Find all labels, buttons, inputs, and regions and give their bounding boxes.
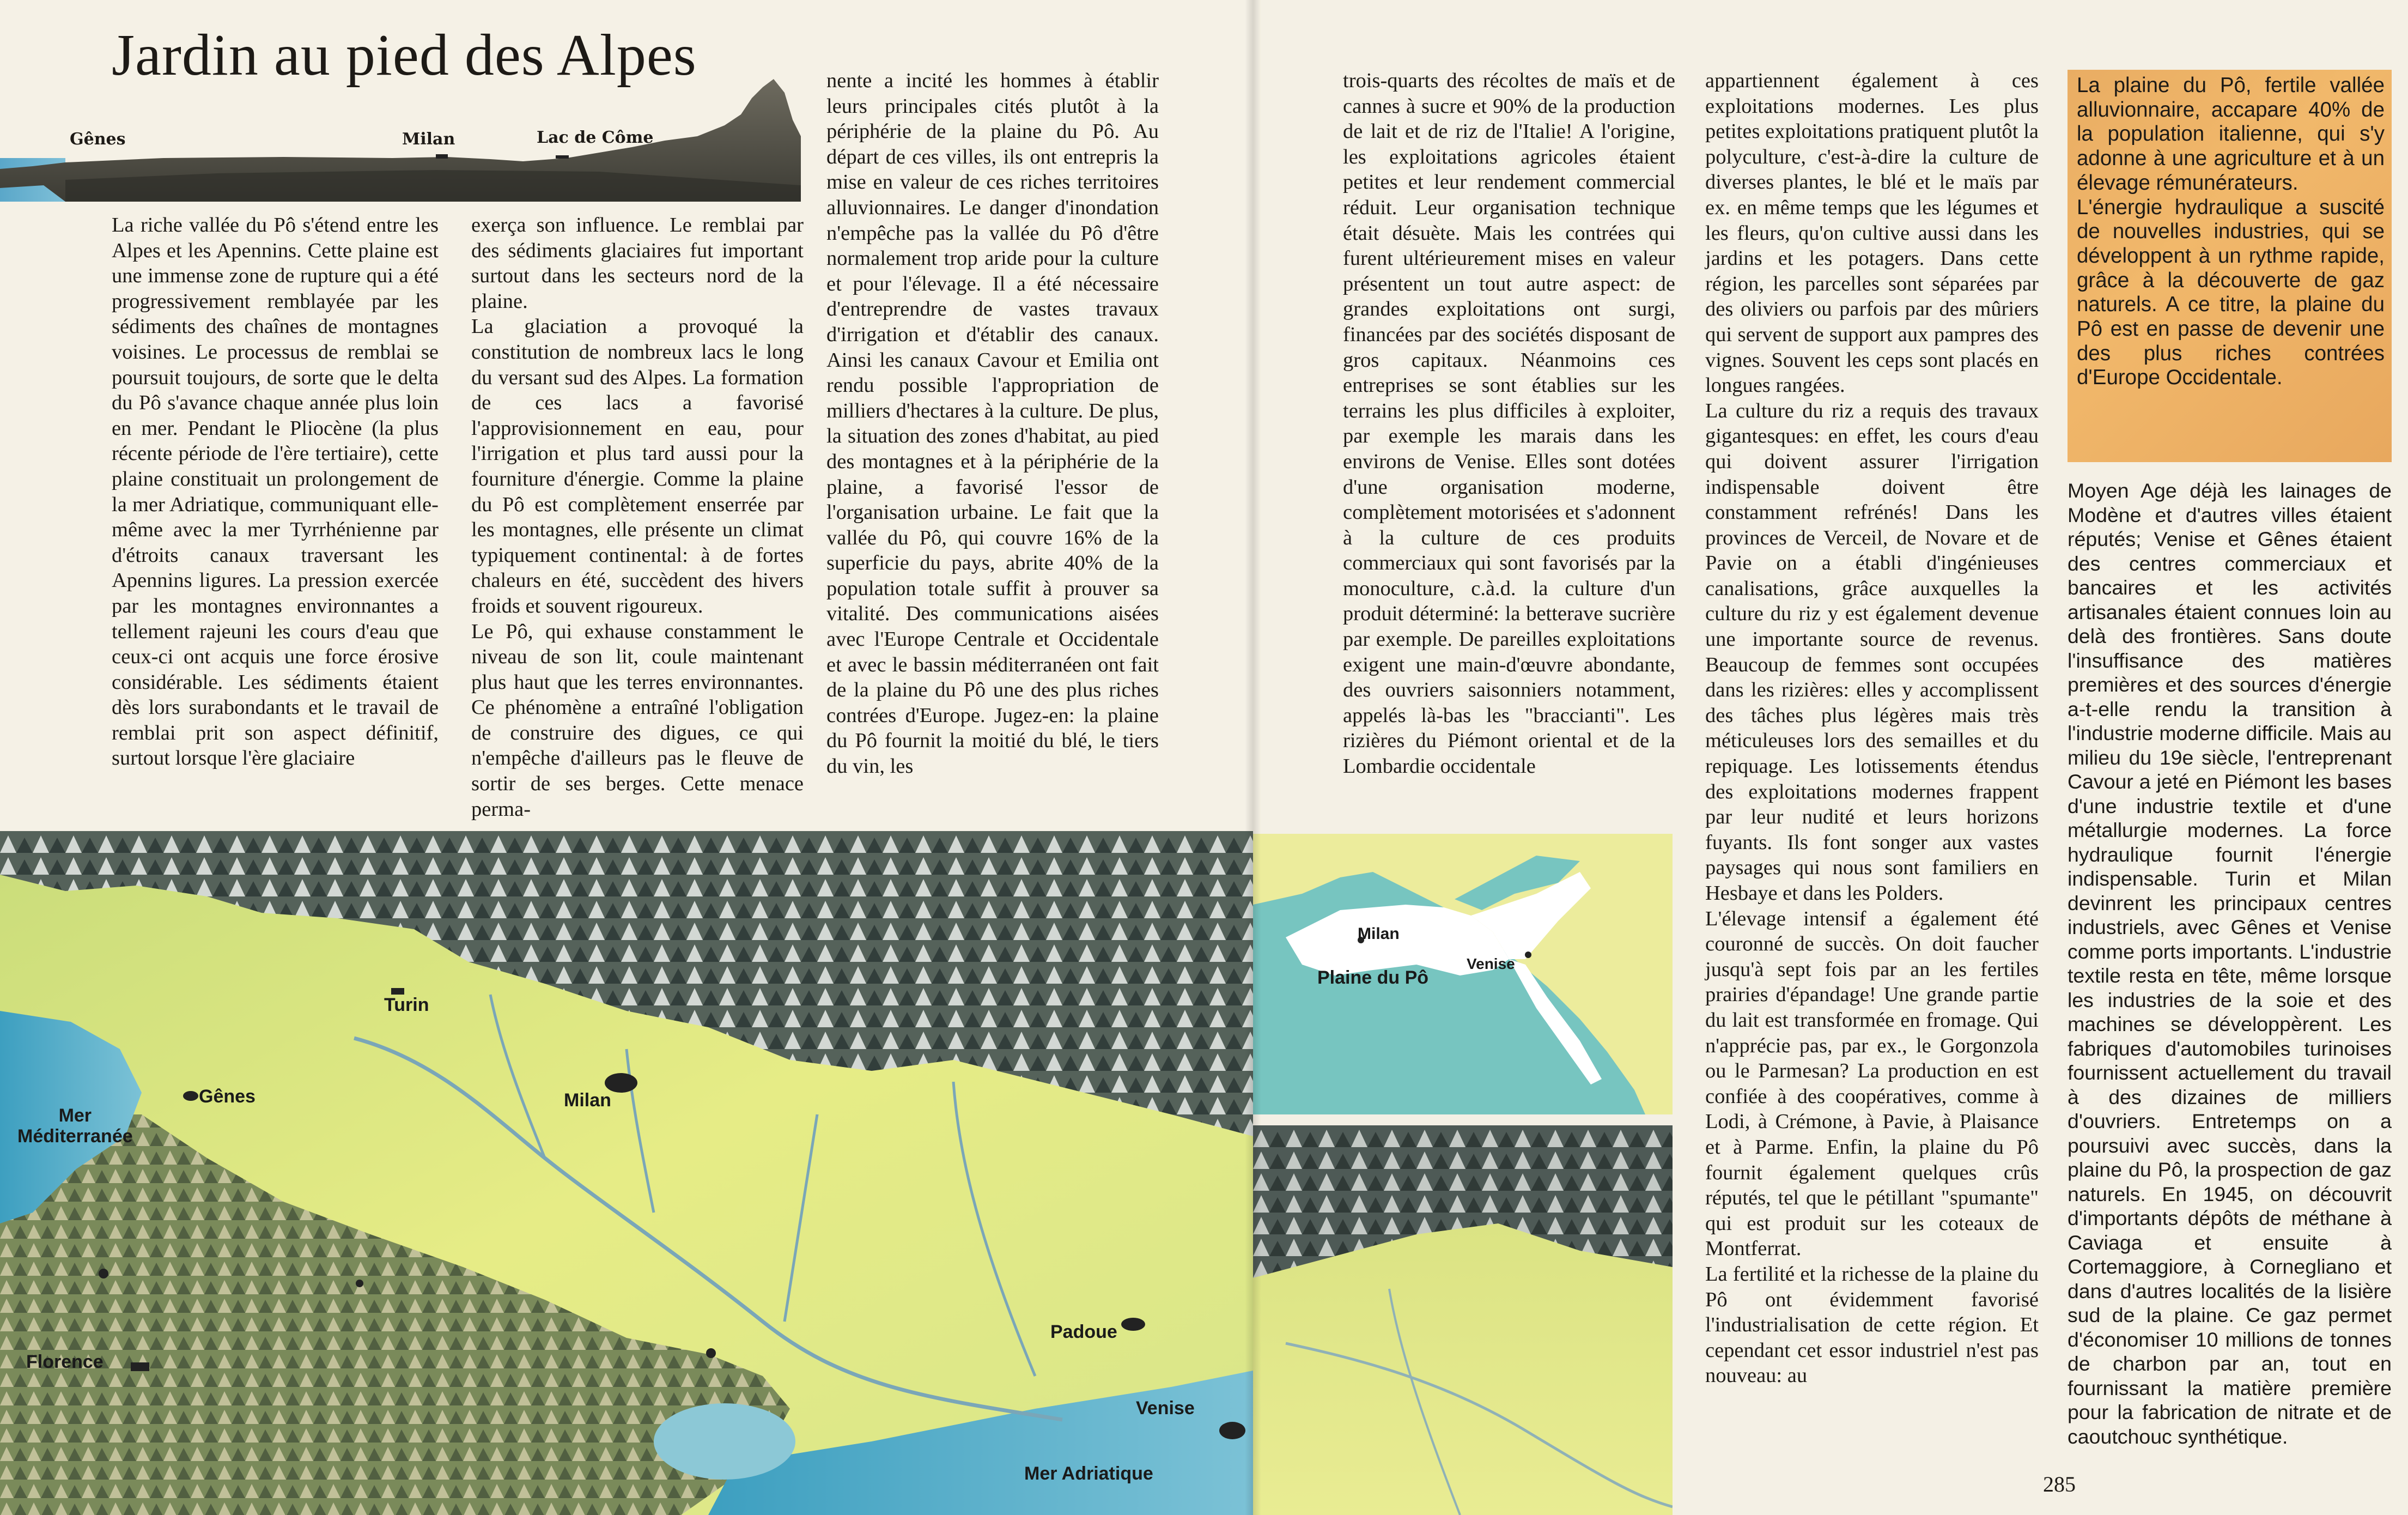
map-label-genes: Gênes [199, 1086, 256, 1107]
map-label-milan: Milan [564, 1090, 611, 1111]
summary-paragraph: L'énergie hydraulique a suscité de nouvelles industries, qui se développent à un rythme rapide, grâce à la découverte de gaz naturels. A ce titre, la plaine du Pô est en passe de devenir une des plus riches contrées d'Europe Occidentale. [2077, 195, 2385, 390]
profile-label-como: Lac de Côme [537, 128, 654, 147]
paragraph: L'élevage intensif a également été couronné de succès. On doit faucher jusqu'à sept fois par an les fertiles prairies d'épandage! Une grande partie du lait est transformée en fromage. Qui n'apprécie pas, par ex., le Gorgonzola ou le Parmesan? La production en est confiée à des coopératives, comme à Lodi, à Crémone, à Pavie, à Plaisance et à Parme. Enfin, la plaine du Pô fournit également quelques crûs réputés, tel que le pétillant "spumante" qui est produit sur les coteaux de Montferrat. [1705, 907, 2039, 1261]
summary-paragraph: La plaine du Pô, fertile vallée alluvionnaire, accapare 40% de la population italienne, qui s'y adonne à une agriculture et à un élevage rémunérateurs. [2077, 74, 2385, 195]
profile-label-milan: Milan [402, 130, 455, 149]
paragraph: exerça son influence. Le remblai par des sédiments glaciaires fut important surtout dans les secteurs nord de la plaine. [471, 214, 804, 313]
page-title: Jardin au pied des Alpes [112, 23, 697, 88]
paragraph: Le Pô, qui exhause constamment le niveau de son lit, coule maintenant plus haut que les terres environnantes. Ce phénomène a entraîné l'obligation de construire des digues, ce qui n'empêche d'ailleurs pas le fleuve de sortir de ses berges. Cette menace perma- [471, 620, 804, 821]
paragraph: La glaciation a provoqué la constitution de nombreux lacs le long du versant sud des Alpes. La formation de ces lacs a favorisé l'approvisionnement en eau, pour l'irrigation et plus tard aussi pour la fourniture d'énergie. Comme la plaine du Pô est complètement enserrée par les montagnes, elle présente un climat typiquement continental: à de fortes chaleurs en été, succèdent des hivers froids et souvent rigoureux. [471, 315, 804, 617]
paragraph: trois-quarts des récoltes de maïs et de cannes à sucre et 90% de la production de lait et de riz de l'Italie! A l'origine, les exploitations agricoles étaient petites et leur rendement commercial réduit. Leur organisation technique était désuète. Mais les contrées qui furent ultérieurement mises en valeur présentent un tout autre aspect: de grandes exploitations ont surgi, financées par des sociétés disposant de gros capitaux. Néanmoins ces entreprises se sont établies sur les terrains les plus difficiles à exploiter, par exemple les marais dans les environs de Venise. Elles sont dotées d'une organisation moderne, complètement motorisées et s'adonnent à la culture de ces produits commerciaux qui sont favorisés par la monoculture, c.à.d. la culture d'un produit déterminé: la betterave sucrière par exemple. De pareilles exploitations exigent une main-d'œuvre abondante, des ouvriers saisonniers notamment, appelés là-bas les "braccianti". Les rizières du Piémont oriental et de la Lombardie occidentale [1343, 69, 1675, 778]
map-label-padoue: Padoue [1050, 1322, 1117, 1342]
map-label-venise: Venise [1136, 1398, 1195, 1419]
profile-label-genes: Gênes [70, 130, 126, 149]
page-number: 285 [2043, 1472, 2076, 1496]
text-column-3 [826, 68, 1159, 779]
text-column-4 [1343, 68, 1675, 779]
book-gutter [1245, 0, 1261, 1515]
po-valley-map [0, 831, 1253, 1515]
inset-map [1253, 834, 1673, 1114]
map-label-mer-adriatique: Mer Adriatique [1024, 1463, 1153, 1484]
summary-box-text [2077, 74, 2385, 390]
text-column-1 [112, 213, 439, 771]
map-label-turin: Turin [384, 995, 429, 1015]
paragraph: La riche vallée du Pô s'étend entre les Alpes et les Apennins. Cette plaine est une immense zone de rupture qui a été progressivement remblayée par les sédiments des chaînes de montagnes voisines. Le processus de remblai se poursuit toujours, de sorte que le delta du Pô s'avance chaque année plus loin en mer. Pendant le Pliocène (la plus récente période de l'ère tertiaire), cette plaine constituait un prolongement de la mer Adriatique, communiquant elle-même avec la mer Tyrrhénienne par d'étroits canaux traversant les Apennins ligures. La pression exercée par les montagnes environnantes a tellement rajeuni les cours d'eau que ceux-ci ont acquis une force érosive considérable. Les sédiments étaient dès lors surabondants et le travail de remblai prit son aspect définitif, surtout lorsque l'ère glaciaire [112, 214, 439, 770]
landscape-illustration [1253, 1125, 1673, 1515]
inset-label-milan: Milan [1358, 925, 1400, 943]
text-column-5 [1705, 68, 2039, 1389]
paragraph: nente a incité les hommes à établir leurs principales cités plutôt à la périphérie de la plaine du Pô. Au départ de ces villes, ils ont entrepris la mise en valeur de ces riches territoires alluvionnaires. Le danger d'inondation n'empêche pas la vallée du Pô d'être normalement trop aride pour la culture et pour l'élevage. Il a été nécessaire d'entreprendre de vastes travaux d'irrigation et d'établir des canaux. Ainsi les canaux Cavour et Emilia ont rendu possible l'appropriation de milliers d'hectares à la culture. De plus, la situation des zones d'habitat, au pied des montagnes et à la périphérie de la plaine, a favorisé l'essor de l'organisation urbaine. Le fait que la vallée du Pô, qui couvre 16% de la superficie du pays, abrite 40% de la population totale suffit à prouver sa vitalité. Des communications aisées avec l'Europe Centrale et Occidentale et avec le bassin méditerranéen ont fait de la plaine du Pô une des plus riches contrées d'Europe. Jugez-en: la plaine du Pô fournit la moitié du blé, le tiers du vin, les [826, 69, 1159, 778]
paragraph: La fertilité et la richesse de la plaine du Pô ont évidemment favorisé l'industrialisation de cette région. Et cependant cet essor industriel n'est pas nouveau: au [1705, 1262, 2039, 1387]
text-column-2 [471, 213, 804, 822]
paragraph: Moyen Age déjà les lainages de Modène et d'autres villes étaient réputés; Venise et Gênes étaient des centres commerciaux et bancaires et les activités artisanales étaient connues loin au delà des frontières. Sans doute l'insuffisance des matières premières et des sources d'énergie a-t-elle rendu la transition à l'industrie moderne difficile. Mais au milieu du 19e siècle, l'entreprenant Cavour a jeté en Piémont les bases d'une industrie textile et d'une métallurgie modernes. La force hydraulique fournit l'énergie indispensable. Turin et Milan devinrent les principaux centres industriels, avec Gênes et Venise comme ports importants. L'industrie textile resta en tête, même lorsque les industries de la soie et des machines se développèrent. Les fabriques d'automobiles turinoises fournissent actuellement du travail à des dizaines de milliers d'ouvriers. Entretemps on a poursuivi avec succès, dans la plaine du Pô, la prospection de gaz naturels. En 1945, on découvrit d'importants dépôts de méthane à Caviaga et ensuite à Cortemaggiore, à Cornegliano et dans d'autres localités de la lisière sud de la plaine. Ce gaz permet d'économiser 10 millions de tonnes de charbon par an, tout en fournissant la matière première pour la fabrication de nitrate et de caoutchouc synthétique. [2068, 479, 2392, 1448]
paragraph: La culture du riz a requis des travaux gigantesques: en effet, les cours d'eau qui doivent assurer l'irrigation indispensable doivent être constamment refrénés! Dans les provinces de Verceil, de Novare et de Pavie on a établi d'ingénieuses canalisations, grâce auxquelles la culture du riz y est également devenue une importante source de revenus. Beaucoup de femmes sont occupées dans les rizières: elles y accomplissent des tâches plus légères mais très méticuleuses lors des semailles et du repiquage. Les lotissements étendus des exploitations modernes frappent par leur nudité et leurs horizons fuyants. Ils font songer aux vastes paysages qui nous sont familiers en Hesbaye et dans les Polders. [1705, 399, 2039, 905]
inset-label-venise: Venise [1467, 955, 1515, 972]
text-column-6 [2068, 478, 2392, 1449]
map-label-mer-mediterranee: Mer Méditerranée [17, 1105, 133, 1147]
paragraph: appartiennent également à ces exploitations modernes. Les plus petites exploitations pratiquent plutôt la polyculture, c'est-à-dire la culture de diverses plantes, le blé et le maïs par ex. en même temps que les légumes et les fleurs, qu'on cultive aussi dans les jardins et les potagers. Dans cette région, les parcelles sont séparées par des oliviers ou parfois par des mûriers qui servent de support aux pampres des vignes. Souvent les ceps sont placés en longues rangées. [1705, 69, 2039, 397]
map-label-florence: Florence [26, 1352, 104, 1372]
inset-label-plaine: Plaine du Pô [1317, 967, 1429, 988]
